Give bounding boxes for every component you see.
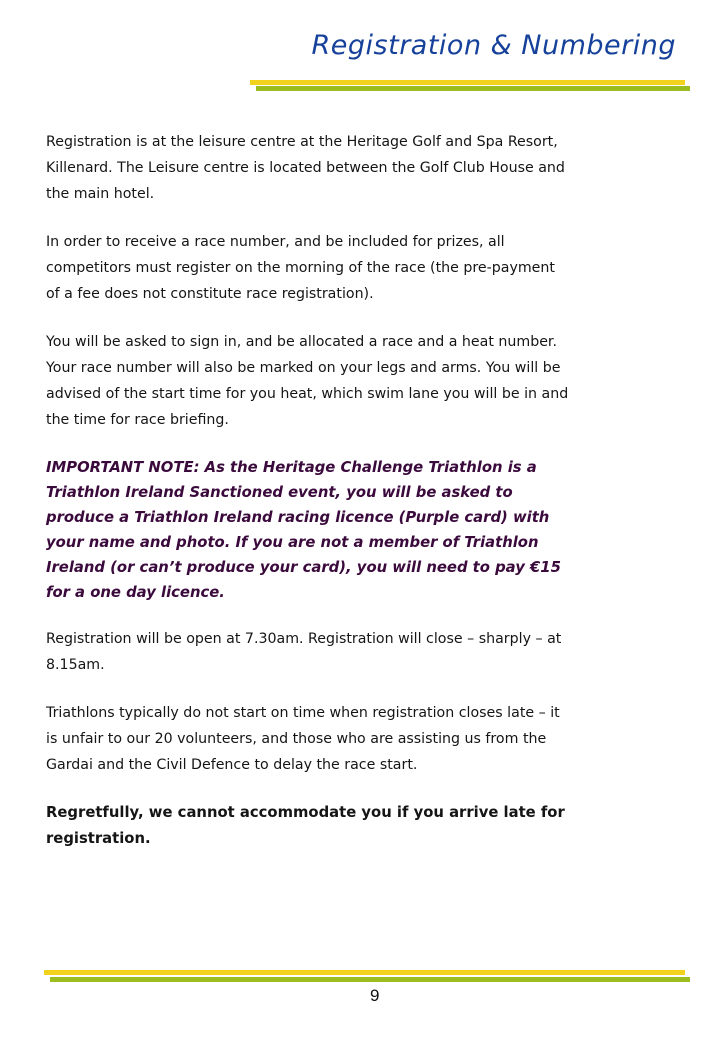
- paragraph-location: Registration is at the leisure centre at the Heritage Golf and Spa Resort, Killenard. The Leisure centre is located between the Golf Club House and the main hotel.: [46, 134, 565, 202]
- paragraph-regret: Regretfully, we cannot accommodate you if you arrive late for registration.: [46, 804, 565, 847]
- header-divider-green: [256, 86, 690, 91]
- paragraph-race-number: In order to receive a race number, and be included for prizes, all competitors must register on the morning of the race (the pre-payment of a fee does not constitute race registration).: [46, 234, 555, 302]
- paragraph-important-note: IMPORTANT NOTE: As the Heritage Challenge Triathlon is a Triathlon Ireland Sanctioned event, you will be asked to produce a Triathlon Ireland racing licence (Purple card) with your name and photo. If you are not a member of Triathlon Ireland (or can’t produce your card), you will need to pay €15 for a one day licence.: [46, 459, 561, 601]
- footer-divider-yellow: [44, 970, 685, 975]
- page-number: 9: [370, 986, 380, 1005]
- footer-divider-green: [50, 977, 690, 982]
- paragraph-sign-in: You will be asked to sign in, and be allocated a race and a heat number. Your race number will also be marked on your legs and arms. You will be advised of the start time for you heat, which swim lane you will be in and the time for race briefing.: [46, 334, 569, 428]
- page-title: Registration & Numbering: [311, 30, 676, 61]
- page-body: [46, 129, 570, 874]
- paragraph-late-registration: Triathlons typically do not start on time when registration closes late – it is unfair to our 20 volunteers, and those who are assisting us from the Gardai and the Civil Defence to delay the race start.: [46, 705, 560, 773]
- header-divider-yellow: [250, 80, 685, 85]
- paragraph-registration-times: Registration will be open at 7.30am. Registration will close – sharply – at 8.15am.: [46, 631, 562, 673]
